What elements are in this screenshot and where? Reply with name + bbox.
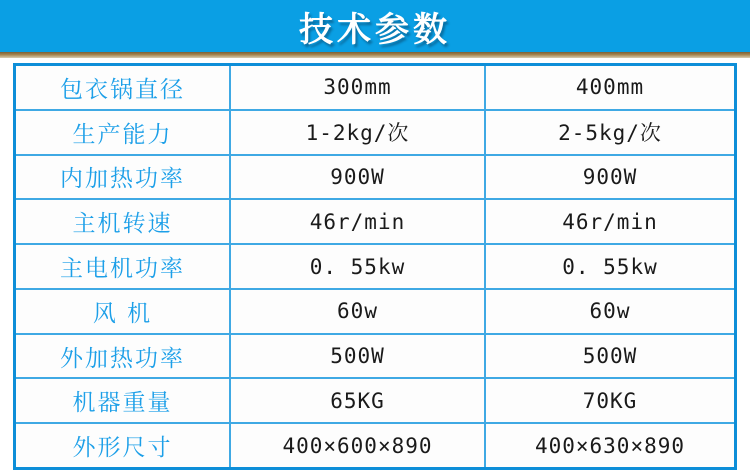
spec-value-model2: 46r/min (562, 209, 658, 234)
table-row (16, 66, 734, 109)
spec-value-model2: 400×630×890 (534, 433, 686, 458)
spec-value-model2: 70KG (582, 388, 638, 413)
spec-label: 主机转速 (16, 200, 231, 243)
table-row (16, 333, 734, 378)
spec-value-model2: 900W (582, 164, 638, 189)
spec-value-model1: 65KG (231, 379, 486, 422)
table-row (16, 377, 734, 422)
spec-value-model2: 500W (582, 344, 638, 369)
table-row (16, 198, 734, 243)
spec-label: 主电机功率 (16, 245, 231, 288)
spec-label: 包衣锅直径 (16, 66, 231, 109)
page-title: 技术参数 (299, 9, 451, 50)
spec-value-model1: 500W (231, 335, 486, 378)
spec-label: 机器重量 (16, 379, 231, 422)
spec-value-model1: 900W (231, 156, 486, 199)
table-row (16, 154, 734, 199)
spec-value-model1: 300mm (231, 66, 486, 109)
spec-table (13, 63, 737, 470)
spec-value-model2: 60w (589, 299, 631, 324)
table-row (16, 422, 734, 467)
spec-label: 外加热功率 (16, 335, 231, 378)
spec-label: 风 机 (16, 290, 231, 333)
spec-value-model1: 1-2kg/次 (231, 111, 486, 154)
table-row (16, 288, 734, 333)
title-banner (0, 0, 750, 52)
table-row (16, 243, 734, 288)
spec-label: 生产能力 (16, 111, 231, 154)
spec-label: 内加热功率 (16, 156, 231, 199)
spec-value-model1: 0. 55kw (231, 245, 486, 288)
spec-value-model2: 2-5kg/次 (558, 121, 662, 146)
spec-value-model2: 400mm (575, 75, 645, 100)
table-row (16, 109, 734, 154)
spec-value-model1: 400×600×890 (231, 424, 486, 467)
spec-label: 外形尺寸 (16, 424, 231, 467)
spec-value-model1: 60w (231, 290, 486, 333)
spec-value-model2: 0. 55kw (562, 254, 658, 279)
spec-value-model1: 46r/min (231, 200, 486, 243)
